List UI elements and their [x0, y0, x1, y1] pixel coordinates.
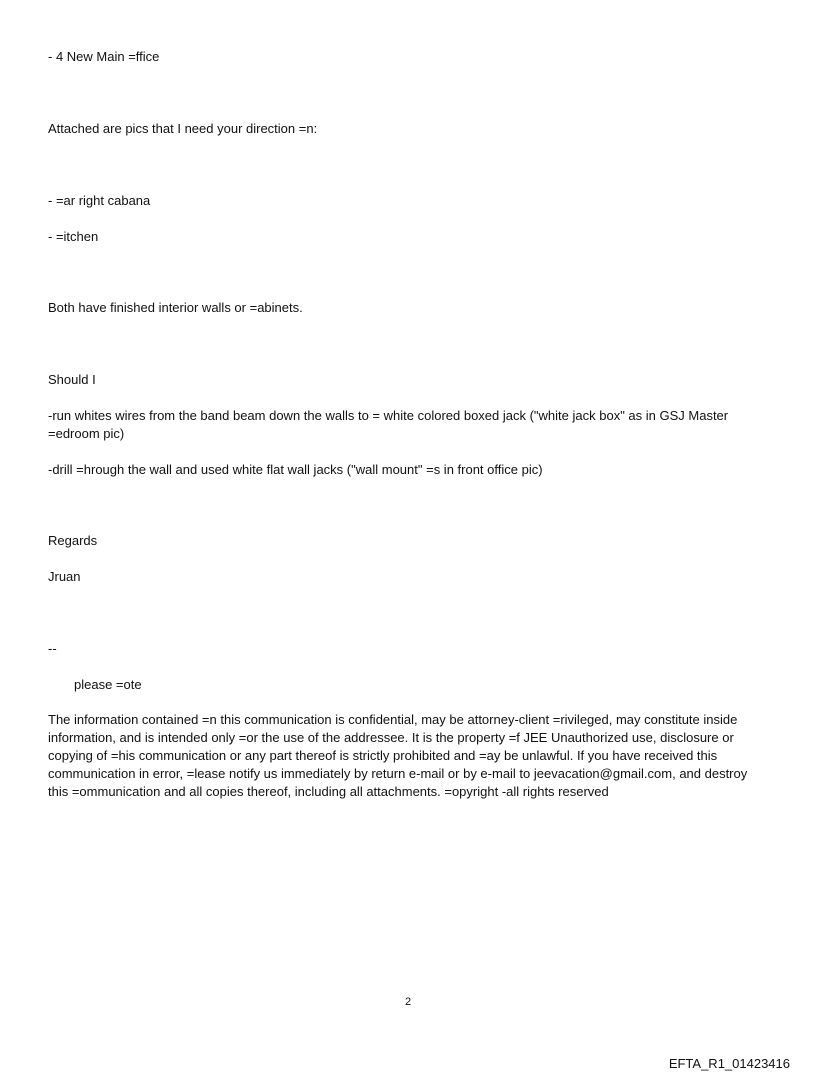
- signature: Jruan: [48, 569, 81, 584]
- question: Should I: [48, 372, 96, 387]
- list-item-office: - 4 New Main =ffice: [48, 49, 160, 64]
- signature-separator: --: [48, 641, 57, 656]
- walls-note: Both have finished interior walls or =abinets.: [48, 300, 303, 315]
- pic-item-cabana: - =ar right cabana: [48, 193, 151, 208]
- document-id: EFTA_R1_01423416: [668, 1056, 790, 1071]
- notice-heading: please =ote: [74, 677, 142, 692]
- attached-intro: Attached are pics that I need your direction =n:: [48, 121, 318, 136]
- confidentiality-notice: The information contained =n this communication is confidential, may be attorney-client =rivileged, may constitute inside information, and is intended only =or the use of the addressee. It is the property =f JEE Unauthorized use, disclosure or copying of =his communication or any part thereof is strictly prohibited and =ay be unlawful. If you have received this communication in error, =lease notify us immediately by return e-mail or by e-mail to jeevacation@gmail.com, and destroy this =ommunication and all copies thereof, including all attachments. =opyright -all rights reserved: [48, 712, 748, 799]
- closing: Regards: [48, 533, 98, 548]
- pic-item-kitchen: - =itchen: [48, 229, 99, 244]
- option-run-wires: -run whites wires from the band beam down the walls to = white colored boxed jack ("white jack box" as in GSJ Master =edroom pic): [48, 408, 729, 441]
- page-number: 2: [404, 996, 412, 1008]
- option-drill: -drill =hrough the wall and used white flat wall jacks ("wall mount" =s in front office pic): [48, 462, 543, 477]
